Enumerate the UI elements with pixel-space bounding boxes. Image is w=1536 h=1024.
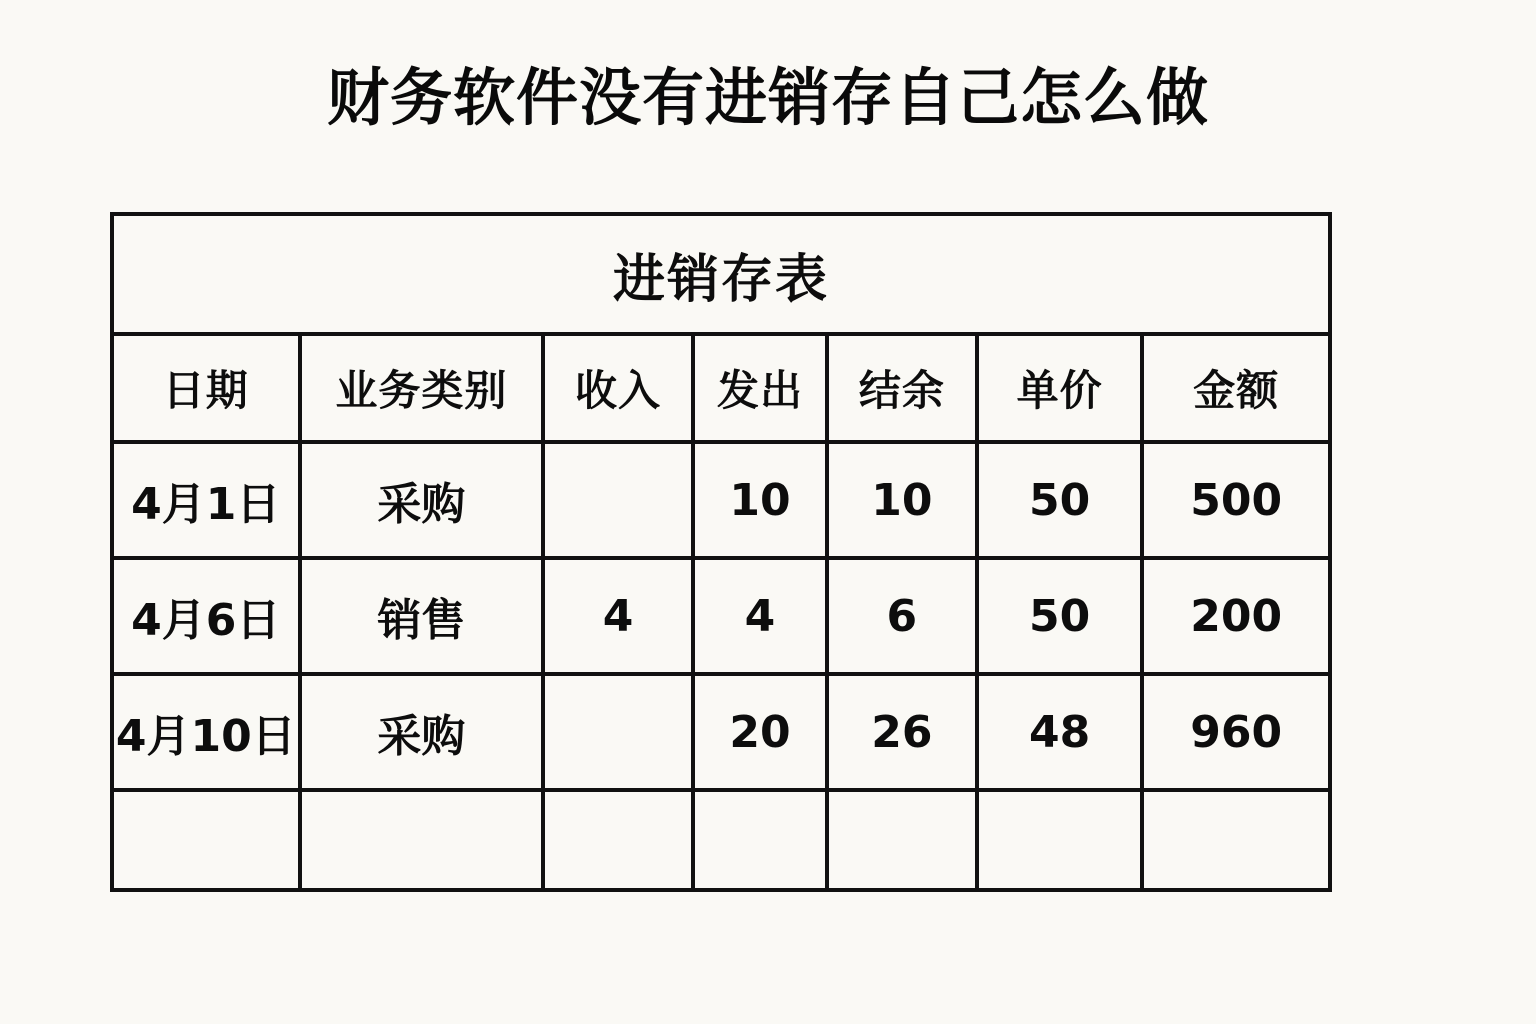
cell-issued: 10: [693, 442, 827, 558]
column-header-category: 业务类别: [300, 334, 544, 442]
table-row: [112, 442, 1330, 558]
page-title: 财务软件没有进销存自己怎么做: [326, 61, 1209, 134]
cell-amount: [1142, 790, 1330, 890]
inventory-table: [110, 212, 1332, 892]
column-header-balance: 结余: [827, 334, 977, 442]
inventory-table-container: [110, 212, 1332, 892]
cell-balance: 10: [827, 442, 977, 558]
cell-income: [543, 790, 693, 890]
table-header-row: [112, 334, 1330, 442]
column-header-unit-price: 单价: [977, 334, 1143, 442]
column-header-income: 收入: [543, 334, 693, 442]
cell-date: 4月10日: [112, 674, 300, 790]
cell-date: 4月1日: [112, 442, 300, 558]
cell-unit-price: 48: [977, 674, 1143, 790]
cell-category: [300, 790, 544, 890]
cell-issued: 20: [693, 674, 827, 790]
cell-balance: [827, 790, 977, 890]
cell-amount: 500: [1142, 442, 1330, 558]
cell-income: [543, 442, 693, 558]
table-row: [112, 674, 1330, 790]
cell-income: [543, 674, 693, 790]
table-row: [112, 790, 1330, 890]
cell-unit-price: 50: [977, 558, 1143, 674]
table-caption: 进销存表: [112, 214, 1330, 334]
cell-category: 采购: [300, 674, 544, 790]
cell-unit-price: 50: [977, 442, 1143, 558]
cell-date: [112, 790, 300, 890]
column-header-issued: 发出: [693, 334, 827, 442]
cell-category: 销售: [300, 558, 544, 674]
cell-income: 4: [543, 558, 693, 674]
cell-issued: 4: [693, 558, 827, 674]
cell-amount: 200: [1142, 558, 1330, 674]
cell-amount: 960: [1142, 674, 1330, 790]
cell-balance: 6: [827, 558, 977, 674]
cell-category: 采购: [300, 442, 544, 558]
cell-issued: [693, 790, 827, 890]
cell-balance: 26: [827, 674, 977, 790]
column-header-date: 日期: [112, 334, 300, 442]
column-header-amount: 金额: [1142, 334, 1330, 442]
cell-unit-price: [977, 790, 1143, 890]
table-row: [112, 558, 1330, 674]
cell-date: 4月6日: [112, 558, 300, 674]
table-caption-row: [112, 214, 1330, 334]
